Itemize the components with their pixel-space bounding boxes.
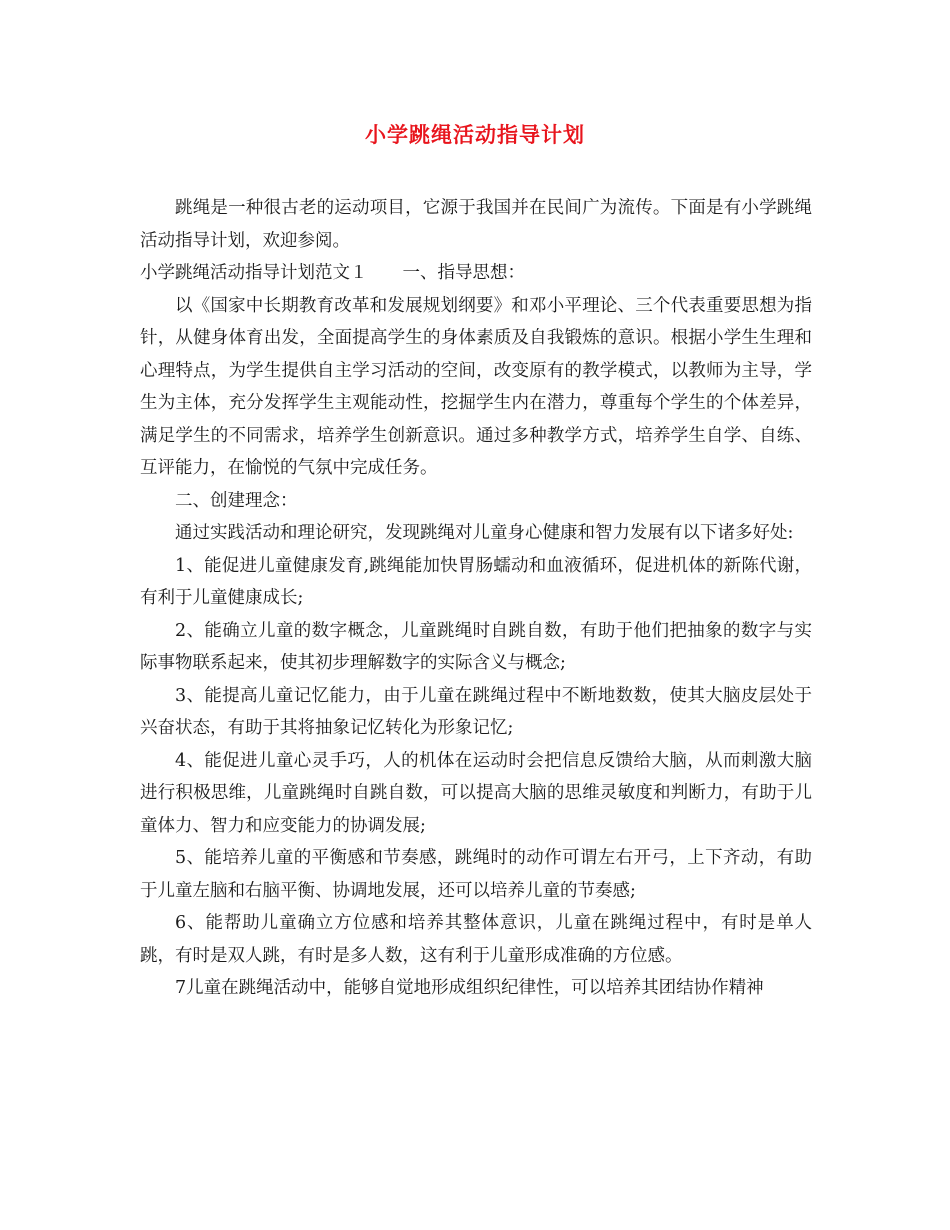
document-body <box>140 192 812 1005</box>
section-heading-creation-concept: 二、创建理念： <box>175 490 298 511</box>
benefits-intro-paragraph: 通过实践活动和理论研究，发现跳绳对儿童身心健康和智力发展有以下诸多好处: <box>175 523 794 543</box>
section-heading-guiding-thought: 小学跳绳活动指导计划范文１ 一、指导思想： <box>140 263 525 283</box>
document-title: 小学跳绳活动指导计划 <box>365 122 585 147</box>
benefit-item-6: 6、能帮助儿童确立方位感和培养其整体意识，儿童在跳绳过程中，有时是单人跳，有时是双人跳，有时是多人数，这有利于儿童形成准确的方位感。 <box>140 913 812 966</box>
benefit-item-2: 2、能确立儿童的数字概念，儿童跳绳时自跳自数，有助于他们把抽象的数字与实际事物联系起来，使其初步理解数字的实际含义与概念; <box>140 620 812 673</box>
guiding-thought-paragraph: 以《国家中长期教育改革和发展规划纲要》和邓小平理论、三个代表重要思想为指针，从健身体育出发，全面提高学生的身体素质及自我锻炼的意识。根据小学生生理和心理特点，为学生提供自主学习活动的空间，改变原有的教学模式，以教师为主导，学生为主体，充分发挥学生主观能动性，挖掘学生内在潜力，尊重每个学生的个体差异，满足学生的不同需求，培养学生创新意识。通过多种教学方式，培养学生自学、自练、互评能力，在愉悦的气氛中完成任务。 <box>140 295 812 478</box>
benefit-item-5: 5、能培养儿童的平衡感和节奏感，跳绳时的动作可谓左右开弓，上下齐动，有助于儿童左脑和右脑平衡、协调地发展，还可以培养儿童的节奏感; <box>140 848 812 901</box>
benefit-item-3: 3、能提高儿童记忆能力，由于儿童在跳绳过程中不断地数数，使其大脑皮层处于兴奋状态，有助于其将抽象记忆转化为形象记忆; <box>140 685 812 738</box>
benefit-item-7: 7儿童在跳绳活动中，能够自觉地形成组织纪律性，可以培养其团结协作精神 <box>175 978 764 998</box>
intro-paragraph: 跳绳是一种很古老的运动项目，它源于我国并在民间广为流传。下面是有小学跳绳活动指导计划，欢迎参阅。 <box>140 198 812 251</box>
benefit-item-4: 4、能促进儿童心灵手巧，人的机体在运动时会把信息反馈给大脑，从而刺激大脑进行积极思维，儿童跳绳时自跳自数，可以提高大脑的思维灵敏度和判断力，有助于儿童体力、智力和应变能力的协调发展; <box>140 750 812 836</box>
benefit-item-1: 1、能促进儿童健康发育,跳绳能加快胃肠蠕动和血液循环，促进机体的新陈代谢，有利于儿童健康成长; <box>140 555 812 608</box>
